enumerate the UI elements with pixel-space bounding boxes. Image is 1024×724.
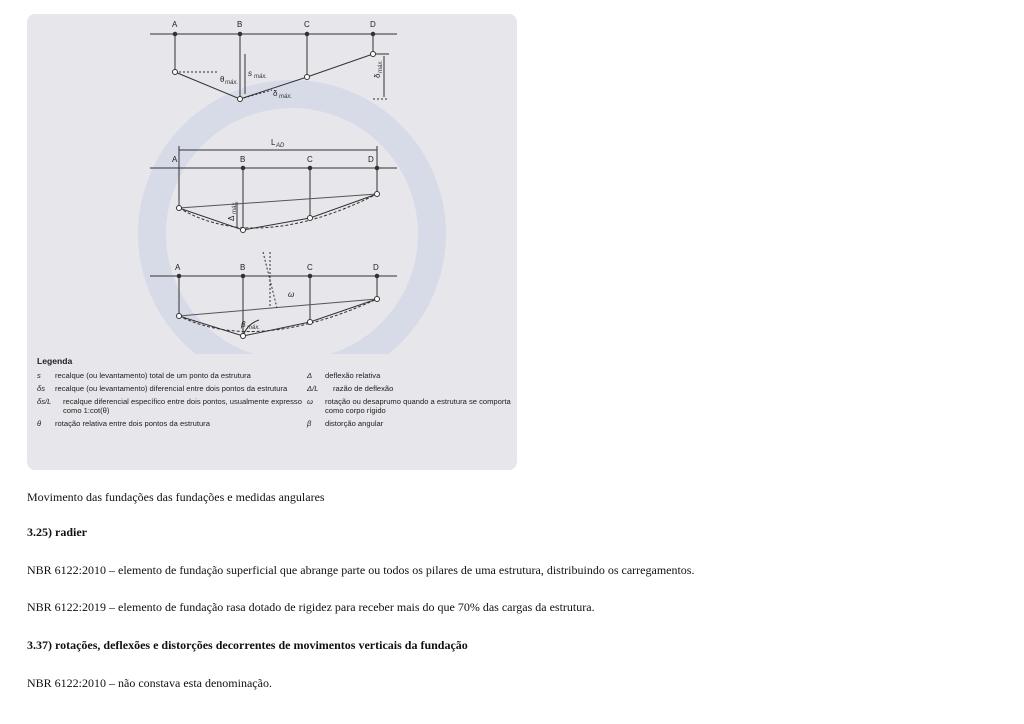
foundation-movement-figure	[27, 14, 517, 470]
foundation-diagrams	[27, 14, 517, 354]
figure-caption: Movimento das fundações das fundações e medidas angulares	[27, 490, 325, 504]
legend	[37, 356, 512, 432]
d2-point-d: D	[368, 155, 374, 164]
legend-symbol: s	[37, 371, 41, 380]
d3-omega-label: ω	[288, 290, 295, 299]
legend-description: recalque (ou levantamento) total de um ponto da estrutura	[55, 371, 251, 380]
d3-point-c: C	[307, 263, 313, 272]
legend-row	[37, 384, 512, 393]
d2-delta-sub: máx.	[232, 200, 238, 214]
d1-alpha-sub: máx.	[279, 94, 293, 100]
d2-point-a: A	[172, 155, 178, 164]
legend-symbol: δs/L	[37, 397, 52, 406]
legend-description: recalque diferencial específico entre dois pontos, usualmente expresso como 1:cot(θ)	[63, 397, 302, 415]
section-heading-rotacoes: 3.37) rotações, deflexões e distorções decorrentes de movimentos verticais da fundação	[27, 638, 468, 652]
paragraph-nbr-2010-radier: NBR 6122:2010 – elemento de fundação superficial que abrange parte ou todos os pilares de uma estrutura, distribuindo os carregamentos.	[27, 563, 695, 577]
paragraph-nbr-2019-radier: NBR 6122:2019 – elemento de fundação rasa dotado de rigidez para receber mais do que 70% das cargas da estrutura.	[27, 600, 595, 614]
d1-theta-sub: máx.	[225, 80, 239, 86]
d1-s-label: s	[248, 69, 252, 78]
d3-point-d: D	[373, 263, 379, 272]
legend-description: rotação ou desaprumo quando a estrutura se comporta como corpo rígido	[325, 397, 511, 415]
d3-beta-label: β	[241, 320, 246, 329]
section-heading-radier: 3.25) radier	[27, 525, 87, 539]
legend-row	[37, 371, 512, 380]
legend-row	[37, 419, 512, 428]
d3-point-b: B	[240, 263, 246, 272]
d1-delta-sub: máx.	[378, 59, 384, 73]
legend-symbol: Δ/L	[307, 384, 319, 393]
legend-row	[37, 397, 512, 415]
d1-point-a: A	[172, 20, 178, 29]
d2-span-sub: AD	[276, 143, 285, 149]
d2-point-c: C	[307, 155, 313, 164]
legend-symbol: δs	[37, 384, 46, 393]
legend-description: razão de deflexão	[333, 384, 394, 393]
legend-symbol: β	[307, 419, 312, 428]
legend-description: recalque (ou levantamento) diferencial entre dois pontos da estrutura	[55, 384, 288, 393]
legend-description: rotação relativa entre dois pontos da estrutura	[55, 419, 210, 428]
legend-title: Legenda	[37, 356, 73, 366]
d3-beta-sub: máx.	[247, 325, 261, 331]
d3-point-a: A	[175, 263, 181, 272]
d2-point-b: B	[240, 155, 246, 164]
d1-theta-label: θ	[220, 75, 225, 84]
d2-delta-label: Δ	[227, 215, 236, 221]
d1-delta-label: δ	[373, 73, 382, 78]
d1-point-c: C	[304, 20, 310, 29]
legend-symbol: Δ	[307, 371, 313, 380]
legend-symbol: θ	[37, 419, 42, 428]
d1-point-d: D	[370, 20, 376, 29]
d2-span-label: L	[271, 138, 276, 147]
legend-description: distorção angular	[325, 419, 384, 428]
d1-point-b: B	[237, 20, 243, 29]
legend-description: deflexão relativa	[325, 371, 381, 380]
d1-s-sub: máx.	[254, 74, 268, 80]
legend-symbol: ω	[307, 397, 313, 406]
paragraph-nbr-2010-rotacoes: NBR 6122:2010 – não constava esta denominação.	[27, 676, 272, 690]
d1-alpha-label: δ	[273, 89, 278, 98]
